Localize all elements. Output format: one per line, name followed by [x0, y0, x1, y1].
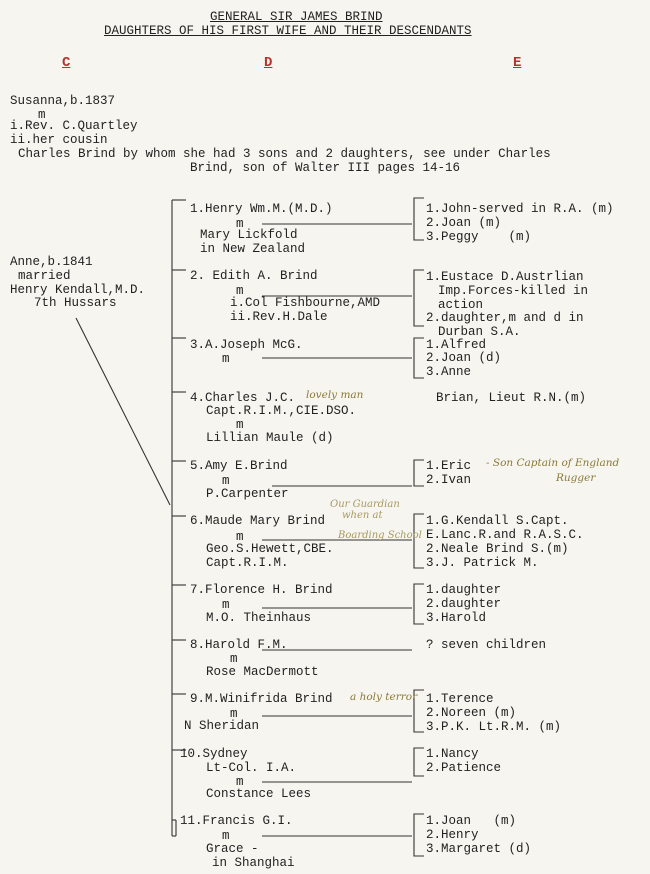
issue-item: Imp.Forces-killed in	[438, 284, 589, 298]
issue-item: 2.daughter	[426, 597, 502, 611]
column-d-label: D	[264, 55, 273, 71]
issue-item: 2.Noreen (m)	[426, 706, 517, 720]
child-spouse: Geo.S.Hewett,CBE.	[206, 542, 334, 556]
child-spouse-2: ii.Rev.H.Dale	[230, 310, 328, 324]
child-spouse: M.O. Theinhaus	[206, 611, 312, 625]
child-title: Capt.R.I.M.,CIE.DSO.	[206, 404, 357, 418]
issue-item: 2.daughter,m and d in	[426, 311, 584, 325]
issue-item: Brian, Lieut R.N.(m)	[436, 391, 587, 405]
issue-item: 1.Eustace D.Austrlian	[426, 270, 584, 284]
anne-married: married	[18, 269, 71, 283]
susanna-note-2: Brind, son of Walter III pages 14-16	[190, 161, 461, 175]
anne-spouse: Henry Kendall,M.D.	[10, 283, 146, 297]
child-married: m	[230, 707, 238, 721]
susanna-married: m	[38, 108, 46, 122]
child-name: 5.Amy E.Brind	[190, 459, 288, 473]
issue-item: 3.Anne	[426, 365, 472, 379]
child-spouse-title: Capt.R.I.M.	[206, 556, 289, 570]
child-spouse: Rose MacDermott	[206, 665, 319, 679]
child-name: 10.Sydney	[180, 747, 248, 761]
child-name: 9.M.Winifrida Brind	[190, 692, 333, 706]
issue-item: 2.Ivan	[426, 473, 472, 487]
child-name: 2. Edith A. Brind	[190, 269, 318, 283]
issue-item: E.Lanc.R.and R.A.S.C.	[426, 528, 584, 542]
page-title: GENERAL SIR JAMES BRIND	[210, 10, 383, 24]
child-spouse: i.Col Fishbourne,AMD	[230, 296, 381, 310]
annotation-maude: Our Guardian	[330, 499, 400, 510]
annotation-eric-2: Rugger	[556, 472, 596, 484]
child-married: m	[222, 352, 230, 366]
issue-item: 1.Joan (m)	[426, 814, 517, 828]
annotation-maude-3: Boarding School	[338, 530, 422, 541]
child-name: 8.Harold F.M.	[190, 638, 288, 652]
annotation-maude-2: when at	[342, 510, 383, 521]
susanna-spouse-2: ii.her cousin	[10, 133, 108, 147]
child-name: 11.Francis G.I.	[180, 814, 293, 828]
susanna-spouse-1: i.Rev. C.Quartley	[10, 119, 138, 133]
child-spouse: N Sheridan	[184, 719, 260, 733]
issue-item: 3.Harold	[426, 611, 487, 625]
susanna-note: Charles Brind by whom she had 3 sons and 2 daughters, see under Charles	[18, 147, 551, 161]
child-married: m	[236, 217, 244, 231]
anne-connector	[76, 318, 170, 505]
annotation-charles: lovely man	[306, 389, 364, 401]
child-spouse: P.Carpenter	[206, 487, 289, 501]
child-married: m	[222, 474, 230, 488]
issue-item: 3.J. Patrick M.	[426, 556, 539, 570]
child-name: 1.Henry Wm.M.(M.D.)	[190, 202, 333, 216]
issue-item: 2.Joan (d)	[426, 351, 502, 365]
child-name: 3.A.Joseph McG.	[190, 338, 303, 352]
issue-item: 3.P.K. Lt.R.M. (m)	[426, 720, 562, 734]
issue-item: 1.Eric	[426, 459, 472, 473]
column-c-label: C	[62, 55, 71, 71]
page-subtitle: DAUGHTERS OF HIS FIRST WIFE AND THEIR DESCENDANTS	[104, 24, 472, 38]
issue-item: 1.G.Kendall S.Capt.	[426, 514, 569, 528]
annotation-eric: - Son Captain of England	[486, 457, 620, 469]
issue-item: Durban S.A.	[438, 325, 521, 339]
anne-spouse-regiment: 7th Hussars	[34, 296, 117, 310]
child-spouse: Constance Lees	[206, 787, 312, 801]
child-name: 4.Charles J.C.	[190, 391, 296, 405]
issue-item: action	[438, 298, 484, 312]
issue-item: 2.Henry	[426, 828, 479, 842]
child-name: 6.Maude Mary Brind	[190, 514, 326, 528]
child-spouse: Mary Lickfold	[200, 228, 298, 242]
issue-item: 1.Alfred	[426, 338, 487, 352]
child-married: m	[222, 598, 230, 612]
issue-item: 1.Terence	[426, 692, 494, 706]
child-married: m	[236, 775, 244, 789]
child-spouse-detail: in Shanghai	[212, 856, 295, 870]
issue-item: 3.Peggy (m)	[426, 230, 532, 244]
issue-item: 2.Neale Brind S.(m)	[426, 542, 569, 556]
child-title: Lt-Col. I.A.	[206, 761, 297, 775]
annotation-winifrida: a holy terror	[350, 691, 418, 703]
issue-item: 1.Nancy	[426, 747, 479, 761]
child-married: m	[236, 530, 244, 544]
child-spouse-detail: in New Zealand	[200, 242, 306, 256]
susanna-name: Susanna,b.1837	[10, 94, 116, 108]
issue-item: ? seven children	[426, 638, 547, 652]
issue-item: 1.John-served in R.A. (m)	[426, 202, 614, 216]
issue-item: 1.daughter	[426, 583, 502, 597]
issue-item: 2.Joan (m)	[426, 216, 502, 230]
child-spouse: Grace -	[206, 842, 259, 856]
child-married: m	[230, 652, 238, 666]
child-married: m	[236, 284, 244, 298]
column-e-label: E	[513, 55, 522, 71]
child-name: 7.Florence H. Brind	[190, 583, 333, 597]
issue-item: 3.Margaret (d)	[426, 842, 532, 856]
child-married: m	[236, 418, 244, 432]
child-spouse: Lillian Maule (d)	[206, 431, 334, 445]
anne-name: Anne,b.1841	[10, 255, 93, 269]
child-married: m	[222, 829, 230, 843]
issue-item: 2.Patience	[426, 761, 502, 775]
